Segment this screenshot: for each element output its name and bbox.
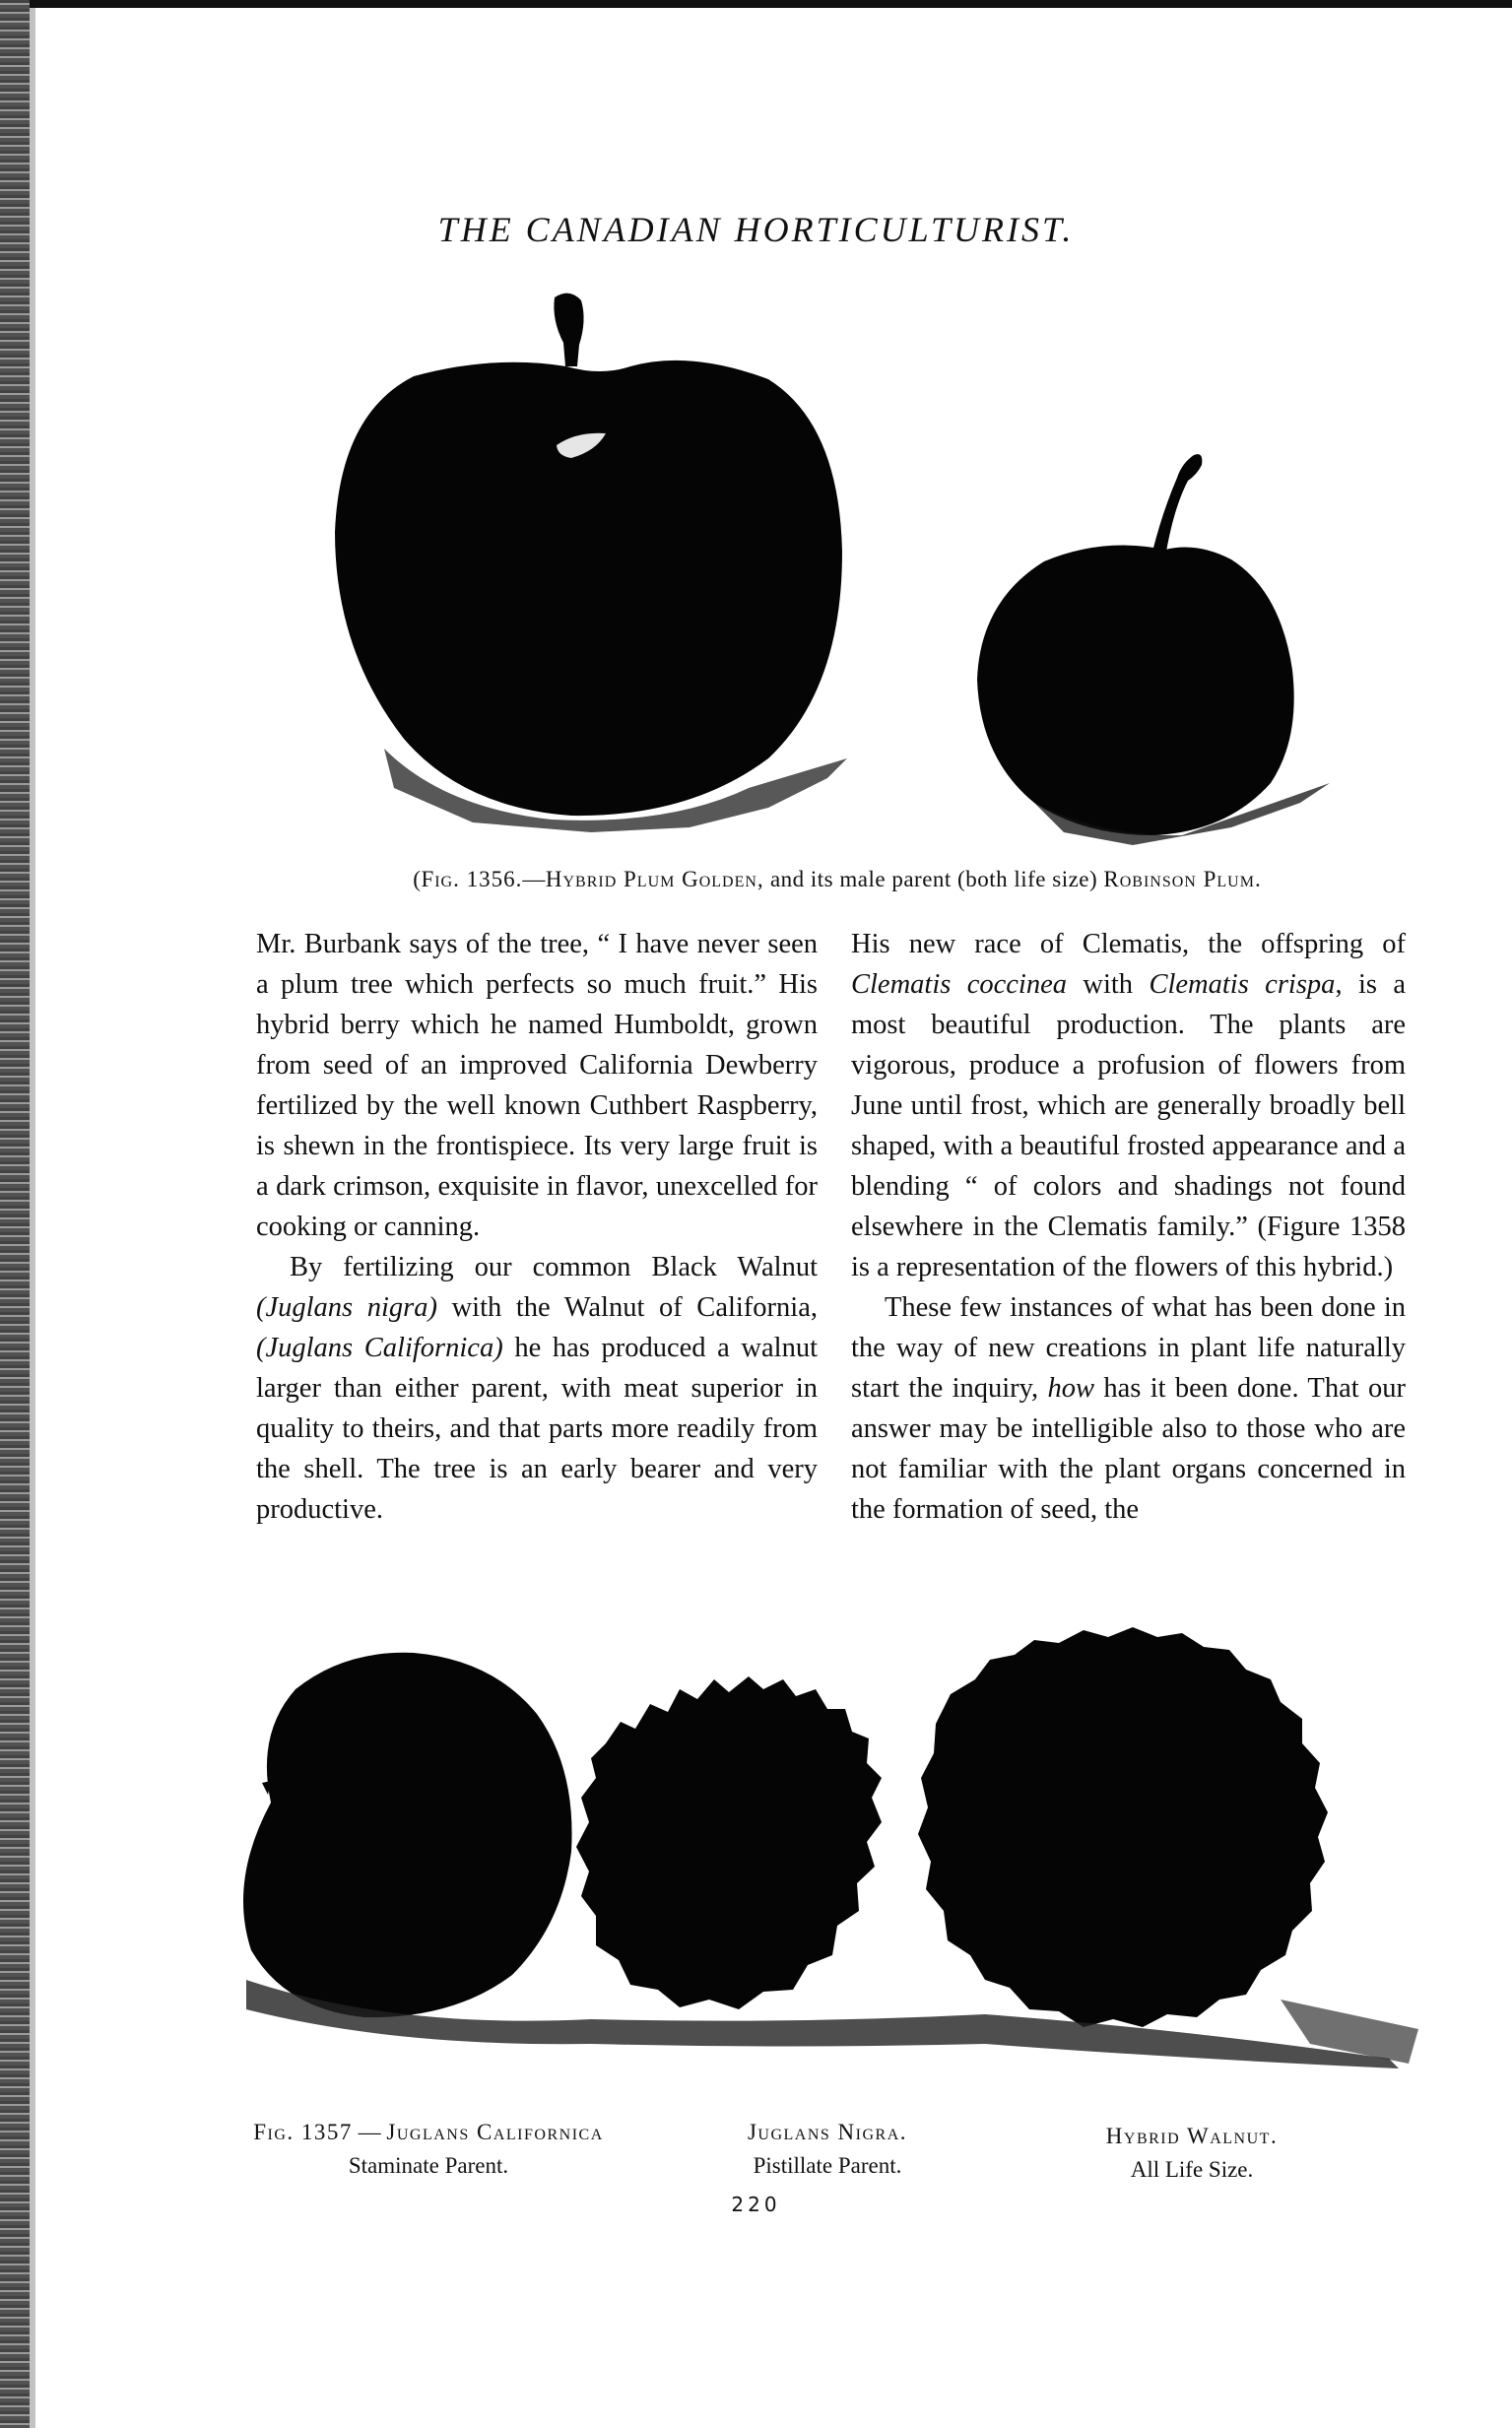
juglans-nigra-nut-illustration [576,1676,882,2009]
figure-1356-caption: (Fig. 1356.—Hybrid Plum Golden, and its male parent (both life size) Robinson Plum. [413,867,1262,891]
hybrid-walnut-illustration [918,1627,1328,2027]
running-head: THE CANADIAN HORTICULTURIST. [437,210,1075,249]
plum-golden-illustration [335,294,847,832]
left-text-column [256,924,818,1530]
right-text-column [851,924,1406,1530]
paragraph-burbank-plum: Mr. Burbank says of the tree, “ I have never seen a plum tree which perfects so much fruit.” His hybrid berry which he named Humboldt, grown from seed of an improved California Dewberry fertilized by the well known Cuthbert Raspberry, is shewn in the frontispiece. Its very large fruit is a dark crimson, exquisite in flavor, unexcelled for cooking or canning. [256,929,818,1242]
paragraph-clematis: His new race of Clematis, the offspring of Clematis coccinea with Clematis crispa, is a most beautiful production. The plants are vigorous, produce a profusion of flowers from June until frost, which are generally broadly bell shaped, with a beautiful frosted appearance and a blending “ of colors and shadings not found elsewhere in the Clematis family.” (Figure 1358 is a representation of the flowers of this hybrid.) [851,929,1406,1282]
juglans-californica-nut-illustration [243,1653,572,2017]
figure-1357-caption-californica: Fig. 1357 — Juglans Californica Staminate Parent. [253,2120,604,2178]
paragraph-new-creations: These few instances of what has been done in the way of new creations in plant life naturally start the inquiry, how has it been done. That our answer may be intelligible also to those who are not familiar with the plant organs concerned in the formation of seed, the [851,1292,1406,1525]
figure-1357-caption-hybrid: Hybrid Walnut. All Life Size. [1105,2124,1279,2182]
figure-1357-caption-nigra: Juglans Nigra. Pistillate Parent. [747,2120,908,2178]
page-number: 220 [731,2193,781,2216]
robinson-plum-illustration [977,454,1330,845]
paragraph-walnut: By fertilizing our common Black Walnut (Juglans nigra) with the Walnut of California, (Juglans Californica) he has produced a walnut larger than either parent, with meat superior in quality to theirs, and that parts more readily from the shell. The tree is an early bearer and very productive. [256,1252,818,1525]
